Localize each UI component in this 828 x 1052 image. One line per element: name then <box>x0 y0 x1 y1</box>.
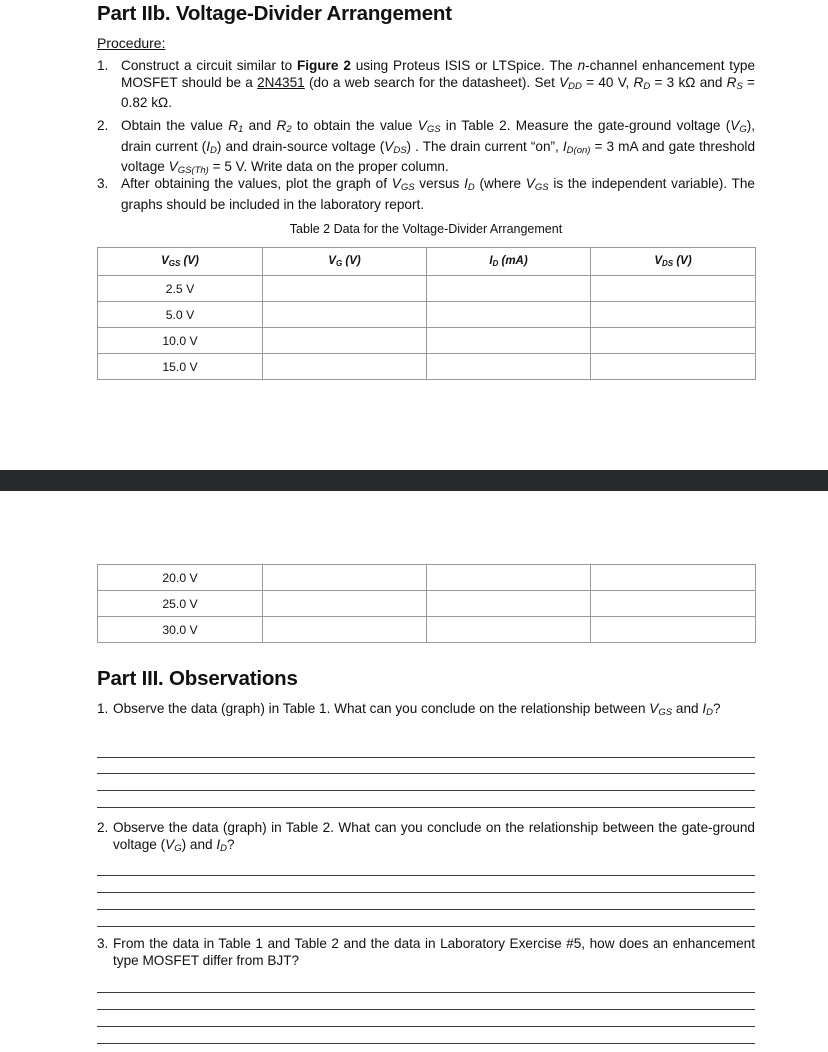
id-cell[interactable] <box>427 591 591 617</box>
id-cell[interactable] <box>427 302 591 328</box>
answer-line[interactable] <box>97 892 755 893</box>
question-number: 1. <box>97 701 109 716</box>
vgs-value: 20.0 V <box>98 565 263 591</box>
procedure-step-1 <box>97 58 755 112</box>
question-number: 3. <box>97 936 109 951</box>
answer-line[interactable] <box>97 926 755 927</box>
page-break-band <box>0 470 828 491</box>
vgs-value: 5.0 V <box>98 302 263 328</box>
observation-question-1 <box>97 700 755 721</box>
vds-cell[interactable] <box>591 302 756 328</box>
question-text: Observe the data (graph) in Table 2. What can you conclude on the relationship between the gate-ground voltage $(V_G)$ and $I_D$? <box>113 820 755 854</box>
part-iib-title: Part IIb. Voltage-Divider Arrangement <box>97 2 452 25</box>
id-cell[interactable] <box>427 565 591 591</box>
header-vg: $V_G$ (V) <box>263 248 427 276</box>
table-2-caption: Table 2 Data for the Voltage-Divider Arrangement <box>289 222 563 236</box>
table-row <box>98 565 756 591</box>
vg-cell[interactable] <box>263 617 427 643</box>
step-number: 2. <box>97 118 109 133</box>
vds-cell[interactable] <box>591 617 756 643</box>
answer-line[interactable] <box>97 773 755 774</box>
page-upper <box>0 0 828 470</box>
procedure-step-2 <box>97 118 755 180</box>
vgs-value: 2.5 V <box>98 276 263 302</box>
vg-cell[interactable] <box>263 565 427 591</box>
table-2-lower <box>97 564 756 643</box>
page-lower <box>0 491 828 1052</box>
answer-line[interactable] <box>97 992 755 993</box>
vds-cell[interactable] <box>591 591 756 617</box>
vg-cell[interactable] <box>263 354 427 380</box>
step-text: Obtain the value $R_1$ and $R_2$ to obtain the value $V_{GS}$ in Table 2. Measure the gate-ground voltage $(V_G)$, drain current $(I_D)$ and drain-source voltage $(V_{DS})$ . The drain current “on”, $I_{D(on)} = 3$ mA and gate threshold voltage $V_{GS(Th)} = 5$ V. Write data on the proper column. <box>121 118 756 176</box>
observation-question-2 <box>97 819 755 857</box>
table-row <box>98 276 756 302</box>
step-number: 1. <box>97 58 109 73</box>
vds-cell[interactable] <box>591 354 756 380</box>
vgs-value: 10.0 V <box>98 328 263 354</box>
vds-cell[interactable] <box>591 328 756 354</box>
answer-line[interactable] <box>97 1009 755 1010</box>
vds-cell[interactable] <box>591 276 756 302</box>
question-text: From the data in Table 1 and Table 2 and the data in Laboratory Exercise #5, how does an enhancement type MOSFET differ from BJT? <box>113 936 755 968</box>
id-cell[interactable] <box>427 276 591 302</box>
table-2-upper <box>97 247 756 380</box>
step-text: After obtaining the values, plot the graph of $V_{GS}$ versus $I_D$ (where $V_{GS}$ is the independent variable). The graphs should be included in the laboratory report. <box>121 176 755 212</box>
id-cell[interactable] <box>427 617 591 643</box>
table-row <box>98 617 756 643</box>
vgs-value: 25.0 V <box>98 591 263 617</box>
table-row <box>98 328 756 354</box>
procedure-label: Procedure: <box>97 35 166 51</box>
answer-line[interactable] <box>97 1026 755 1027</box>
observation-question-3 <box>97 935 755 969</box>
step-number: 3. <box>97 176 109 191</box>
part-iii-title: Part III. Observations <box>97 667 298 690</box>
answer-line[interactable] <box>97 909 755 910</box>
id-cell[interactable] <box>427 354 591 380</box>
procedure-step-3 <box>97 176 755 213</box>
id-cell[interactable] <box>427 328 591 354</box>
vg-cell[interactable] <box>263 302 427 328</box>
answer-line[interactable] <box>97 875 755 876</box>
table-header-row <box>98 248 756 276</box>
header-id: $I_D$ (mA) <box>427 248 591 276</box>
step-text: Construct a circuit similar to Figure 2 using Proteus ISIS or LTSpice. The n-channel enhancement type MOSFET should be a 2N4351 (do a web search for the datasheet). Set $V_{DD} = 40$ V, $R_D = 3$ kΩ and $R_S = 0.82$ kΩ. <box>121 58 756 110</box>
answer-line[interactable] <box>97 790 755 791</box>
table-row <box>98 302 756 328</box>
vds-cell[interactable] <box>591 565 756 591</box>
table-row <box>98 591 756 617</box>
table-row <box>98 354 756 380</box>
vg-cell[interactable] <box>263 591 427 617</box>
question-text: Observe the data (graph) in Table 1. What can you conclude on the relationship between $V_{GS}$ and $I_D$? <box>113 701 721 718</box>
question-number: 2. <box>97 820 109 835</box>
vg-cell[interactable] <box>263 276 427 302</box>
header-vds: $V_{DS}$ (V) <box>591 248 756 276</box>
vgs-value: 30.0 V <box>98 617 263 643</box>
header-vgs: $V_{GS}$ (V) <box>98 248 263 276</box>
vgs-value: 15.0 V <box>98 354 263 380</box>
answer-line[interactable] <box>97 757 755 758</box>
vg-cell[interactable] <box>263 328 427 354</box>
answer-line[interactable] <box>97 807 755 808</box>
answer-line[interactable] <box>97 1043 755 1044</box>
